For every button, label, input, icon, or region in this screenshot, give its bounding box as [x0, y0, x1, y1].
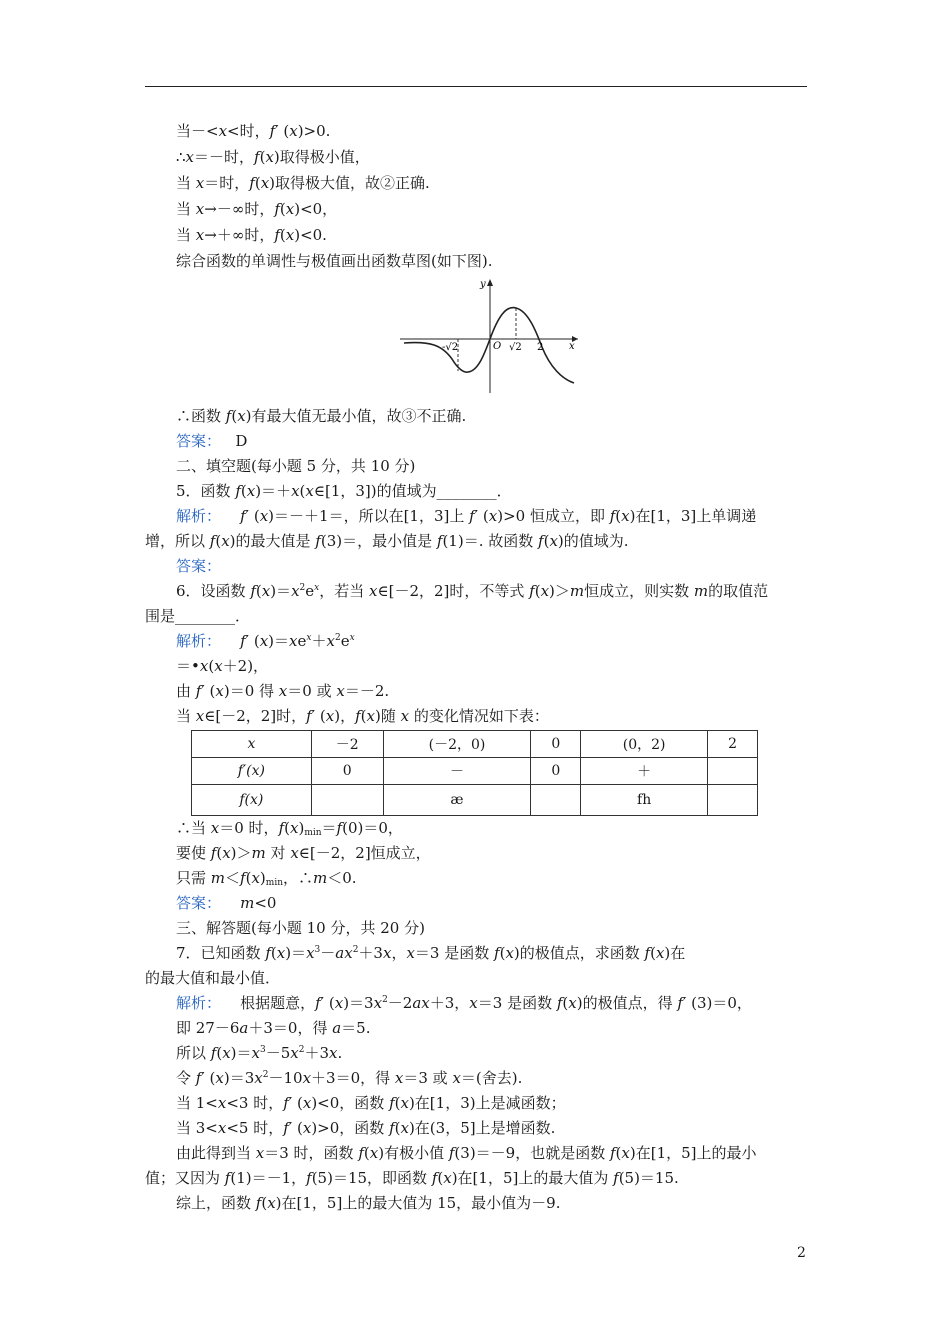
y-axis-label: y: [480, 279, 486, 290]
text-line: 由此得到当 x＝3 时，函数 f(x)有极小值 f(3)＝－9，也就是函数 f(x)在[1，5]上的最小: [176, 1144, 757, 1162]
text-line: 由 f′ (x)＝0 得 x＝0 或 x＝－2.: [176, 682, 390, 700]
question-7: 7．已知函数 $f(x)=x^3-ax^2+3x$，x＝3 是函数 f(x)的极值点，求函数 f(x)在: [176, 944, 686, 962]
text-line: 当 x∈[－2，2]时，f′ (x)，f(x)随 x 的变化情况如下表：: [176, 707, 549, 725]
answer-line: [176, 556, 221, 576]
section-heading: 二、填空题(每小题 5 分，共 10 分): [176, 457, 416, 475]
analysis-line: 解析： 根据题意，f′ $(x)=3x^2-2ax+3$，x＝3 是函数 f(x)的极值点，得 f′ (3)＝0，: [176, 994, 752, 1012]
function-curve: [404, 308, 574, 383]
answer-line: 答案： D: [176, 432, 248, 450]
text-line: ∴x＝－时，f(x)取得极小值，: [176, 148, 370, 166]
text-line: 综合函数的单调性与极值画出函数草图(如下图).: [176, 252, 493, 270]
page-number: 2: [797, 1245, 806, 1261]
origin-label: O: [493, 341, 502, 352]
section-heading: 三、解答题(每小题 10 分，共 20 分): [176, 919, 425, 937]
root2-label: √2: [509, 342, 522, 353]
function-sketch-graph: [400, 275, 582, 393]
text-line: 当 x→－∞时，f(x)<0，: [176, 200, 338, 218]
text-line: 当 1<x<3 时，f′ (x)<0，函数 f(x)在[1，3)上是减函数；: [176, 1094, 566, 1112]
text-line: 令 f′ $(x)=3x^2-10x+3=0$，得 x＝3 或 x＝(舍去).: [176, 1069, 523, 1087]
analysis-label: 解析：: [176, 507, 222, 525]
analysis-line: 解析： f′ (x)＝－＋1＝，所以在[1，3]上 f′ (x)>0 恒成立，即 f(x)在[1，3]上单调递: [176, 507, 757, 525]
text-line: ∴函数 f(x)有最大值无最小值，故③不正确.: [176, 407, 467, 425]
x-axis-label: x: [569, 341, 575, 352]
analysis-label: 解析：: [176, 994, 222, 1012]
text-line: 当 x＝时，f(x)取得极大值，故②正确.: [176, 174, 430, 192]
two-label: 2: [537, 342, 544, 353]
question-6-cont: 围是________．: [145, 607, 251, 625]
text-line: ∴当 x＝0 时，$f(x)_{min}=f(0)=0$，: [176, 819, 403, 838]
neg-root2-label: -√2: [442, 342, 459, 353]
text-line: 要使 f(x)＞m 对 x∈[－2，2]恒成立，: [176, 844, 431, 862]
table-row: f(x) æ fh: [192, 785, 758, 816]
variation-table: [191, 730, 758, 816]
text-line: 所以 $f(x)=x^3-5x^2+3x$.: [176, 1044, 343, 1062]
answer-label: 答案：: [176, 557, 222, 575]
answer-label: 答案：: [176, 432, 222, 450]
analysis-line: 增，所以 f(x)的最大值是 f(3)＝，最小值是 f(1)＝. 故函数 f(x)的值域为.: [145, 532, 629, 550]
question-5: 5．函数 f(x)＝＋x(x∈[1，3])的值域为________．: [176, 482, 512, 500]
analysis-line: 解析： f′ $(x)=xe^x+x^2e^x$: [176, 632, 355, 650]
text-line: 当 3<x<5 时，f′ (x)>0，函数 f(x)在(3，5]上是增函数.: [176, 1119, 556, 1137]
text-line: 当 x→＋∞时，f(x)<0.: [176, 226, 327, 244]
text-line: 当－<x<时，f′ (x)>0.: [176, 122, 331, 140]
question-6: 6．设函数 $f(x)=x^2e^x$，若当 x∈[－2，2]时，不等式 f(x)＞m恒成立，则实数 m的取值范: [176, 582, 769, 600]
table-row: x －2 (－2，0) 0 (0，2) 2: [192, 731, 758, 758]
text-line: 即 27－6a＋3＝0，得 a＝5.: [176, 1019, 371, 1037]
analysis-label: 解析：: [176, 632, 222, 650]
answer-label: 答案：: [176, 894, 222, 912]
text-line: 值；又因为 f(1)＝－1，f(5)＝15，即函数 f(x)在[1，5]上的最大值为 f(5)＝15.: [145, 1169, 679, 1187]
header-rule: [145, 86, 807, 87]
y-axis-arrow: [487, 279, 493, 286]
text-line: ＝•x(x＋2)，: [176, 657, 269, 675]
question-7-cont: 的最大值和最小值．: [145, 969, 281, 987]
answer-line: 答案： m<0: [176, 894, 277, 912]
table-row: f′(x) 0 － 0 ＋: [192, 758, 758, 785]
text-line: 综上，函数 f(x)在[1，5]上的最大值为 15，最小值为－9.: [176, 1194, 561, 1212]
text-line: 只需 $m<f(x)_{min}$，∴m＜0.: [176, 869, 357, 888]
